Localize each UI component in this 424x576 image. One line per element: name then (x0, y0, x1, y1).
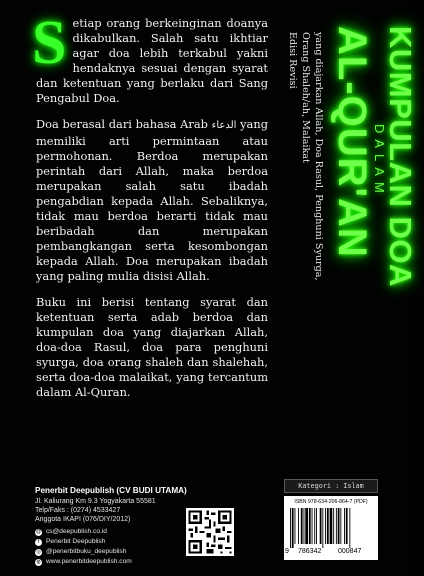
barcode-bar (312, 508, 313, 544)
barcode-bar (305, 508, 308, 544)
contact-list (35, 527, 275, 567)
isbn-text: ISBN 978-634-206-864-7 (PDF) (294, 499, 368, 505)
barcode-bars (290, 508, 372, 548)
paragraph-3: Buku ini berisi tentang syarat dan ketentuan serta adab berdoa dan kumpulan doa yang diajarkan Allah, doa-doa Rasul, doa para penghuni syurga, doa orang shaleh dan shalehah, serta doa-doa malaikat, yang tercantum dalam Al-Quran. (36, 295, 268, 399)
vertical-title-block (268, 26, 424, 287)
subtitle-2: Orang Shaleh/ah, Malaikat (300, 32, 311, 163)
barcode-bar (316, 508, 317, 544)
paragraph-1-text: etiap orang berkeinginan doanya dikabulkan. Salah satu ikhtiar agar doa lebih terkabul yakni hendaknya sesuai dengan syarat dan ketentuan yang berlaku dari Sang Pengabul Doa. (36, 16, 268, 105)
barcode-bar (309, 508, 311, 544)
publisher-address: Jl. Kaliurang Km 9.3 Yogyakarta 55581 (35, 498, 156, 505)
contact-instagram[interactable]: ◎ @penerbitbuku_deepublish (36, 548, 127, 555)
publisher-name: Penerbit Deepublish (CV BUDI UTAMA) (35, 486, 187, 495)
barcode-bar (333, 508, 334, 544)
barcode-bar (338, 508, 340, 544)
email-icon: @ (35, 528, 42, 535)
barcode-bar (346, 508, 348, 544)
isbn-digit-first: 9 (285, 548, 289, 555)
barcode-bar (349, 508, 350, 548)
publisher-ikapi: Anggota IKAPI (076/DIY/2012) (35, 516, 131, 523)
barcode-bar (295, 508, 296, 544)
barcode-bar (298, 508, 299, 544)
title-rotated (258, 26, 418, 286)
publisher-phone: Telp/Faks : (0274) 4533427 (35, 507, 121, 514)
category-label: Kategori : Islam (284, 479, 378, 493)
paragraph-2-start: Doa berasal dari bahasa Arab (36, 117, 212, 132)
barcode-bar (340, 508, 341, 544)
contact-website[interactable]: ◍ www.penerbitdeepublish.com (36, 558, 132, 565)
isbn-group-1: 786342 (298, 548, 322, 555)
barcode-bar (344, 508, 345, 544)
barcode-bar (290, 508, 291, 548)
barcode-bar (322, 508, 323, 548)
paragraph-1 (32, 9, 268, 105)
barcode-bar (327, 508, 329, 544)
facebook-icon: f (35, 539, 42, 546)
publisher-info (35, 486, 275, 567)
edition: Edisi Revisi (287, 32, 298, 89)
paragraph-2-rest: yang memiliki arti permintaan atau permohonan. Berdoa merupakan perintah dari Allah, maka berdoa merupakan salah satu ibadah pengabdian kepada Allah. Sebaliknya, tidak mau berdoa berarti tidak mau beribadah dan merupakan pembangkangan serta kesombongan kepada Allah. Doa merupakan ibadah yang paling mulia disisi Allah. (36, 117, 268, 283)
drop-cap: S (32, 9, 67, 77)
barcode-bar (292, 508, 294, 548)
title-line-3: AL-QUR'AN (330, 26, 374, 258)
title-line-2: DALAM (372, 124, 387, 199)
barcode-bar (336, 508, 337, 544)
instagram-icon: ◎ (36, 548, 41, 555)
barcode-bar (314, 508, 315, 544)
body-text (32, 9, 268, 412)
barcode-bar (301, 508, 303, 544)
barcode-bar (304, 508, 305, 544)
contact-email[interactable]: @ cs@deepublish.co.id (35, 528, 107, 535)
isbn-group-2: 000847 (338, 548, 362, 555)
subtitle-1: yang diajarkan Allah, Doa Rasul, Penghuni Syurga, (313, 32, 324, 281)
barcode-bar (325, 508, 326, 544)
arabic-word: الدعاء (211, 120, 237, 132)
contact-facebook[interactable]: f Penerbit Deepublish (35, 537, 275, 547)
qr-code[interactable] (186, 508, 234, 556)
barcode-bar (320, 508, 322, 544)
isbn-barcode (284, 496, 378, 560)
paragraph-2 (36, 117, 268, 283)
barcode-bar (330, 508, 333, 544)
title-line-1: KUMPULAN DOA (383, 26, 418, 287)
globe-icon: ◍ (36, 558, 41, 565)
